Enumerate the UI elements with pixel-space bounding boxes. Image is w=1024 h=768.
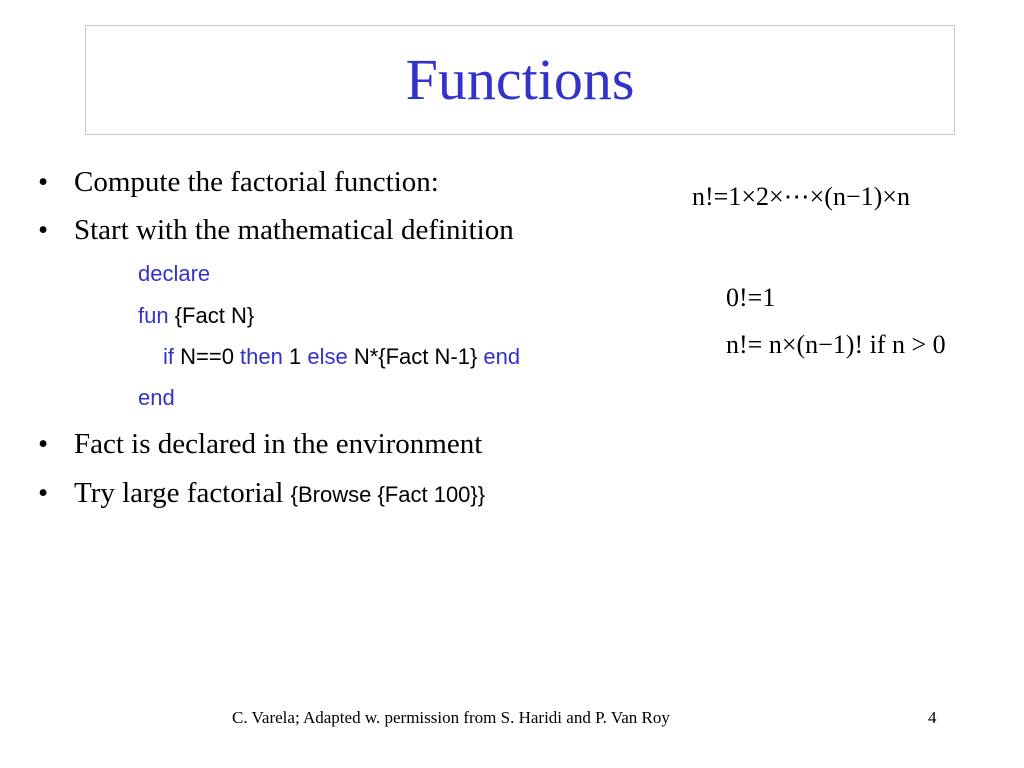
code-line-end [138,387,175,409]
page-number: 4 [928,708,937,727]
keyword-end-outer: end [138,385,175,410]
code-recursion: N*{Fact N-1} [347,344,484,369]
keyword-fun: fun [138,303,169,328]
code-line-declare [138,263,210,285]
browse-code: {Browse {Fact 100}} [290,482,486,507]
bullet-dot: • [38,428,49,460]
bullet-dot: • [38,214,49,246]
keyword-if: if [163,344,174,369]
keyword-end-inner: end [483,344,521,369]
code-fun-signature: {Fact N} [168,303,255,328]
code-line-fun [138,305,254,327]
keyword-declare: declare [138,261,211,286]
bullet-start [38,216,514,245]
math-base-case: 0!=1 [726,283,776,312]
keyword-then: then [240,344,283,369]
bullet-text: Start with the mathematical definition [74,214,514,246]
code-line-if [163,346,520,368]
math-recursive-case: n!= n×(n−1)! if n > 0 [726,330,946,359]
bullet-compute [38,168,439,197]
bullet-text: Compute the factorial function: [74,166,439,198]
keyword-else: else [307,344,348,369]
bullet-dot: • [38,166,49,198]
slide-title: Functions [405,47,635,112]
bullet-text: Try large factorial [74,477,291,509]
math-factorial-definition: n!=1×2×⋯×(n−1)×n [692,182,910,211]
code-condition: N==0 [174,344,241,369]
bullet-text: Fact is declared in the environment [74,428,483,460]
title-box [85,25,955,135]
bullet-try [38,479,485,508]
footer-credit: C. Varela; Adapted w. permission from S. Haridi and P. Van Roy [232,708,670,727]
bullet-dot: • [38,477,49,509]
bullet-declared [38,430,482,459]
code-one: 1 [282,344,308,369]
